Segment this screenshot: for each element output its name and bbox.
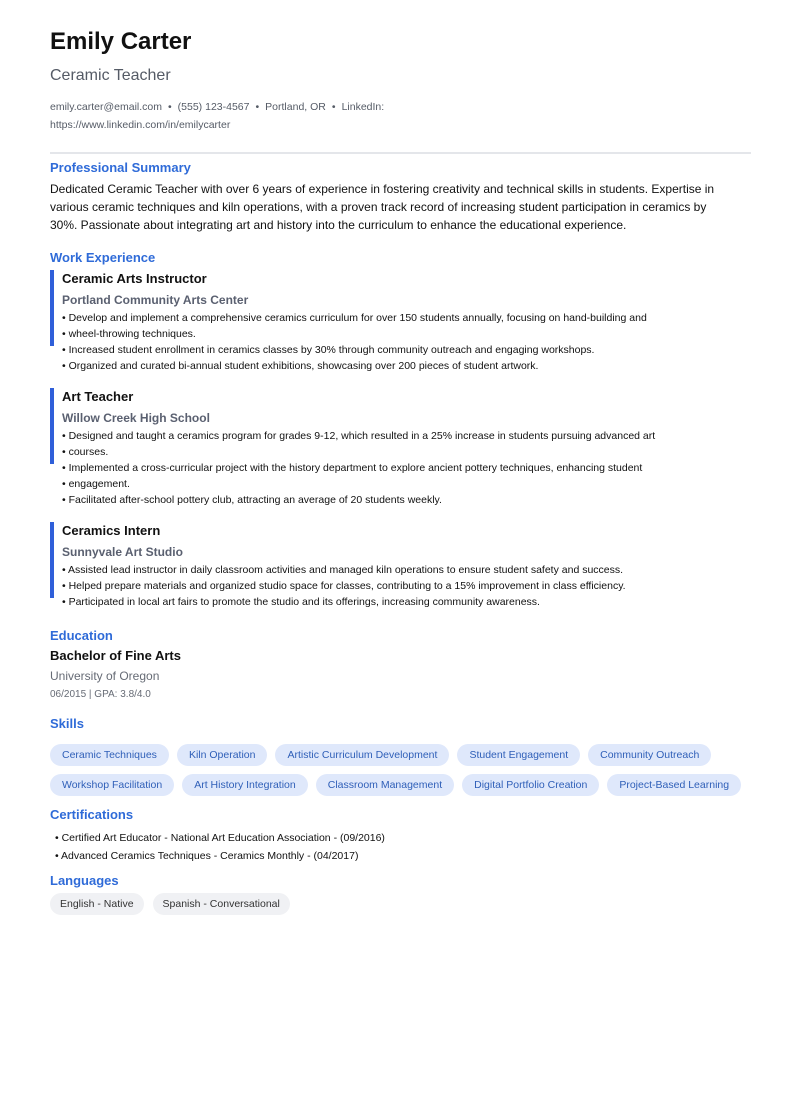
certifications-heading: Certifications [50,807,134,822]
skill-chip: Digital Portfolio Creation [462,774,599,796]
job-accent-bar [50,388,54,464]
certification-item: • Certified Art Educator - National Art Education Association - (09/2016) [55,832,385,844]
job-bullet: • Develop and implement a comprehensive ceramics curriculum for over 150 students annually, focusing on hand-building and [62,312,647,324]
skill-chip: Ceramic Techniques [50,744,169,766]
job-accent-bar [50,522,54,598]
skill-chip: Community Outreach [588,744,711,766]
job-bullet: • wheel-throwing techniques. [62,328,196,340]
skills-list [50,744,751,796]
job-accent-bar [50,270,54,346]
contact-separator: • [331,101,336,113]
contact-separator: • [167,101,172,113]
job-entry [50,522,751,610]
job-bullets [62,562,662,610]
summary-heading: Professional Summary [50,160,191,175]
job-bullet: • Increased student enrollment in ceramics classes by 30% through community outreach and engaging workshops. [62,344,595,356]
language-chip: English - Native [50,893,144,915]
skill-chip: Project-Based Learning [607,774,741,796]
skill-chip: Workshop Facilitation [50,774,174,796]
experience-heading: Work Experience [50,250,156,265]
contact-separator: • [255,101,260,113]
job-entry [50,388,751,508]
candidate-title: Ceramic Teacher [50,67,171,84]
job-bullet: • Implemented a cross-curricular project with the history department to explore ancient pottery techniques, enhancing student [62,462,643,474]
job-company: Willow Creek High School [62,411,210,425]
job-bullet: • Helped prepare materials and organized studio space for classes, contributing to a 15% improvement in class efficiency. [62,580,626,592]
job-bullet: • Designed and taught a ceramics program for grades 9-12, which resulted in a 25% increase in students pursuing advanced art [62,430,656,442]
job-title: Ceramics Intern [62,523,161,538]
skill-chip: Student Engagement [457,744,580,766]
contact-line [50,98,390,134]
job-bullet: • engagement. [62,478,130,490]
languages-heading: Languages [50,873,119,888]
skills-heading: Skills [50,716,84,731]
job-title: Ceramic Arts Instructor [62,271,207,286]
skill-chip: Kiln Operation [177,744,268,766]
resume-page [50,28,751,915]
job-bullet: • Assisted lead instructor in daily classroom activities and managed kiln operations to ensure student safety and success. [62,564,624,576]
contact-phone: (555) 123-4567 [177,101,250,113]
language-chip: Spanish - Conversational [153,893,290,915]
languages-list [50,893,751,915]
skill-chip: Art History Integration [182,774,308,796]
job-bullets [62,428,662,508]
skill-chip: Artistic Curriculum Development [275,744,449,766]
contact-email[interactable]: emily.carter@email.com [50,101,162,113]
contact-location: Portland, OR [265,101,326,113]
education-meta: 06/2015 | GPA: 3.8/4.0 [50,689,151,700]
certifications-list [50,829,751,865]
skill-chip: Classroom Management [316,774,454,796]
job-bullets [62,310,662,374]
job-bullet: • Organized and curated bi-annual student exhibitions, showcasing over 200 pieces of student artwork. [62,360,539,372]
job-entry [50,270,751,374]
job-bullet: • Facilitated after-school pottery club, attracting an average of 20 students weekly. [62,494,442,506]
job-company: Portland Community Arts Center [62,293,249,307]
certification-item: • Advanced Ceramics Techniques - Ceramics Monthly - (04/2017) [55,850,359,862]
job-company: Sunnyvale Art Studio [62,545,183,559]
contact-linkedin-url[interactable]: https://www.linkedin.com/in/emilycarter [50,119,231,131]
education-heading: Education [50,628,113,643]
job-bullet: • Participated in local art fairs to promote the studio and its offerings, increasing community awareness. [62,596,540,608]
header-divider [50,152,751,154]
education-school: University of Oregon [50,669,160,683]
education-degree: Bachelor of Fine Arts [50,648,181,663]
candidate-name: Emily Carter [50,28,192,55]
summary-text: Dedicated Ceramic Teacher with over 6 years of experience in fostering creativity and technical skills in students. Expertise in various ceramic techniques and kiln operations, with a proven track record of increasing student participation in ceramics by 30%. Passionate about integrating art and history into the curriculum to enhance the educational experience. [50,182,715,232]
contact-linkedin-label: LinkedIn: [341,101,385,113]
job-bullet: • courses. [62,446,109,458]
job-title: Art Teacher [62,389,134,404]
